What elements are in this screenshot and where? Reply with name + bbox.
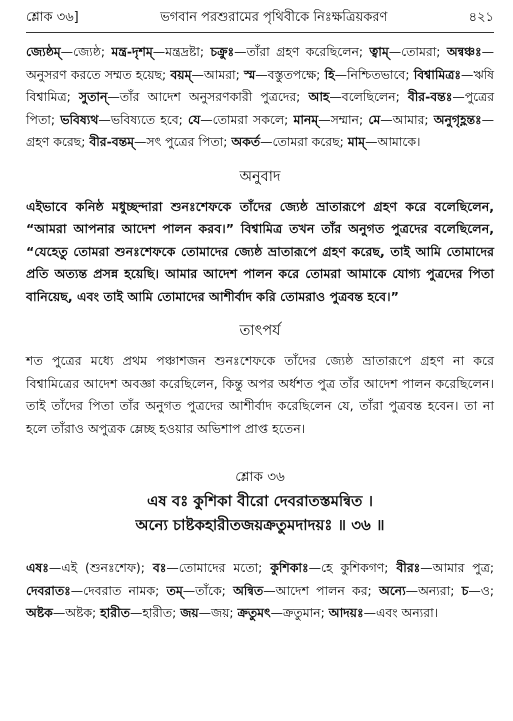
gloss-word: বীর-বন্তম্ [89, 134, 135, 149]
gloss-meaning: —তাঁকে; [182, 582, 234, 598]
gloss-meaning: —বস্তুতপক্ষে; [255, 66, 325, 82]
gloss-word: অষ্টক [26, 605, 53, 620]
gloss-word: মন্ত্র-দৃশম্ [111, 44, 153, 59]
gloss-meaning: —এবং অন্যরা। [363, 605, 439, 620]
gloss-word: সুতান্ [78, 89, 108, 104]
gloss-word: স্ম [244, 66, 256, 82]
gloss-meaning: —দেবরাত নামক; [70, 582, 167, 598]
gloss-meaning: —অনুসরণ করতে সম্মত হয়েছ; [26, 44, 494, 82]
gloss-word: বীর-বন্তঃ [407, 89, 453, 104]
gloss-meaning: —এই (শুনঃশেফ); [48, 560, 153, 575]
gloss-word: অকর্ত [231, 134, 261, 149]
gloss-word: ভবিষ্যথ [60, 111, 99, 127]
gloss-word: জ্যেষ্ঠম্ [26, 44, 61, 59]
gloss-word: বীরঃ [396, 560, 421, 575]
gloss-meaning: —আমাকে। [365, 134, 421, 149]
gloss-word: কুশিকাঃ [270, 560, 309, 575]
gloss-meaning: —ভবিষ্যতে হবে; [98, 111, 189, 127]
gloss-meaning: —ও; [468, 582, 494, 598]
gloss-word: অন্যে [378, 582, 406, 598]
gloss-meaning: —অষ্টক; [52, 605, 101, 620]
gloss-meaning: —সৎ পুত্রের পিতা; [134, 134, 232, 149]
gloss-word: আদয়ঃ [328, 605, 364, 620]
gloss-word: বয়ম্ [170, 66, 192, 82]
page-number: ৪২১ [468, 10, 494, 25]
page-header [26, 8, 494, 30]
gloss-word: অনুগৃহ্ণন্তঃ [433, 111, 482, 127]
gloss-word: চক্রুঃ [210, 44, 235, 59]
word-for-word-synonyms-verse [26, 557, 494, 625]
gloss-meaning: —আমার পুত্র; [420, 560, 495, 575]
gloss-meaning: —জ্যেষ্ঠ; [60, 44, 112, 59]
gloss-meaning: —তোমরা; [388, 44, 447, 59]
verse-line-1: এষ বঃ কুশিকা বীরো দেবরাতস্তমন্বিত । [146, 492, 374, 510]
gloss-word: মে [368, 111, 381, 127]
gloss-meaning: —বলেছিলেন; [329, 89, 408, 104]
gloss-meaning: —আদেশ পালন কর; [263, 582, 379, 598]
header-rule [26, 32, 494, 33]
gloss-meaning: —গ্রহণ করেছ; [26, 111, 494, 149]
gloss-word: অন্বিত [233, 582, 264, 598]
gloss-meaning: —অন্যরা; [405, 582, 462, 598]
gloss-word: বিশ্বামিত্রঃ [413, 66, 461, 82]
gloss-word: জয় [180, 605, 199, 620]
translation-heading: অনুবাদ [239, 168, 281, 185]
gloss-word: তম্ [166, 582, 183, 598]
gloss-word: যে [188, 111, 201, 127]
gloss-word: মানম্ [293, 111, 319, 127]
gloss-meaning: —মন্ত্রদ্রষ্টা; [152, 44, 211, 59]
gloss-meaning: —হে কুশিকগণ; [308, 560, 397, 575]
gloss-meaning: —নিশ্চিতভাবে; [334, 66, 414, 82]
gloss-word: ক্রতুমৎ [237, 605, 271, 620]
purport-heading: তাৎপর্য [239, 323, 281, 339]
gloss-word: হারীত [100, 605, 130, 620]
verse-label: শ্লোক ৩৬ [235, 469, 285, 485]
gloss-meaning: —পুত্রের পিতা; [26, 89, 495, 127]
gloss-word: ত্বাম্ [369, 44, 389, 59]
gloss-meaning: —তোমরা করেছ; [260, 134, 348, 149]
gloss-meaning: —সম্মান; [318, 111, 369, 127]
gloss-meaning: —তোমরা সকলে; [200, 111, 294, 127]
gloss-meaning: —ক্রতুমান; [270, 605, 329, 620]
running-title: ভগবান পরশুরামের পৃথিবীকে নিঃক্ষত্রিয়করণ [160, 10, 388, 25]
gloss-word: চ [461, 582, 469, 598]
gloss-meaning: —হারীত; [129, 605, 181, 620]
page [26, 8, 494, 625]
gloss-word: হি [324, 66, 335, 82]
purport-text: শত পুত্রের মধ্যে প্রথম পঞ্চাশজন শুনঃশেফকে তাঁদের জ্যেষ্ঠ ভ্রাতারূপে গ্রহণ না করে বিশ্বামিত্রের আদেশ অবজ্ঞা করেছিলেন, কিন্তু অপর অর্ধশত পুত্র তাঁর আদেশ পালন করেছিলেন। তাই তাঁদের পিতা তাঁর অনুগত পুত্রদের আশীর্বাদ করেছিলেন যে, তাঁরা পুত্রবন্ত হবেন। তা না হলে তাঁরাও অপুত্রক ম্লেচ্ছ হওয়ার অভিশাপ প্রাপ্ত হতেন। [26, 353, 494, 436]
verse-line-2: অন্যে চাষ্টকহারীতজয়ক্রতুমদাদয়ঃ ॥ ৩৬ ॥ [135, 516, 385, 534]
gloss-meaning: —তাঁরা গ্রহণ করেছিলেন; [234, 44, 370, 59]
gloss-meaning: —আমার; [380, 111, 434, 127]
gloss-meaning: —জয়; [198, 605, 238, 620]
translation-text: এইভাবে কনিষ্ঠ মধুচ্ছন্দারা শুনঃশেফকে তাঁদের জ্যেষ্ঠ ভ্রাতারূপে গ্রহণ করে বলেছিলেন, “আমরা আপনার আদেশ পালন করব।” বিশ্বামিত্র তখন তাঁর অনুগত পুত্রদের বলেছিলেন, “যেহেতু তোমরা শুনঃশেফকে তোমাদের জ্যেষ্ঠ ভ্রাতারূপে গ্রহণ করেছ, তাই আমি তোমাদের প্রতি অত্যন্ত প্রসন্ন হয়েছি। আমার আদেশ পালন করে তোমরা আমাকে যোগ্য পুত্রদের পিতা বানিয়েছ, এবং তাই আমি তোমাদের আশীর্বাদ করি তোমরাও পুত্রবন্ত হবে।” [26, 198, 494, 304]
gloss-meaning: —আমরা; [191, 66, 245, 82]
gloss-word: মাম্ [347, 134, 366, 149]
word-for-word-synonyms [26, 41, 494, 154]
gloss-meaning: —ঋষি বিশ্বামিত্র; [26, 66, 494, 104]
gloss-word: বঃ [152, 560, 167, 575]
verse-reference: শ্লোক ৩৬] [26, 10, 79, 25]
gloss-word: দেবরাতঃ [26, 582, 71, 598]
gloss-word: এষঃ [26, 560, 49, 575]
gloss-word: আহ [308, 89, 330, 104]
gloss-word: অন্বঞ্চঃ [446, 44, 482, 59]
gloss-meaning: —তোমাদের মতো; [166, 560, 271, 575]
gloss-meaning: —তাঁর আদেশ অনুসরণকারী পুত্রদের; [107, 89, 309, 104]
